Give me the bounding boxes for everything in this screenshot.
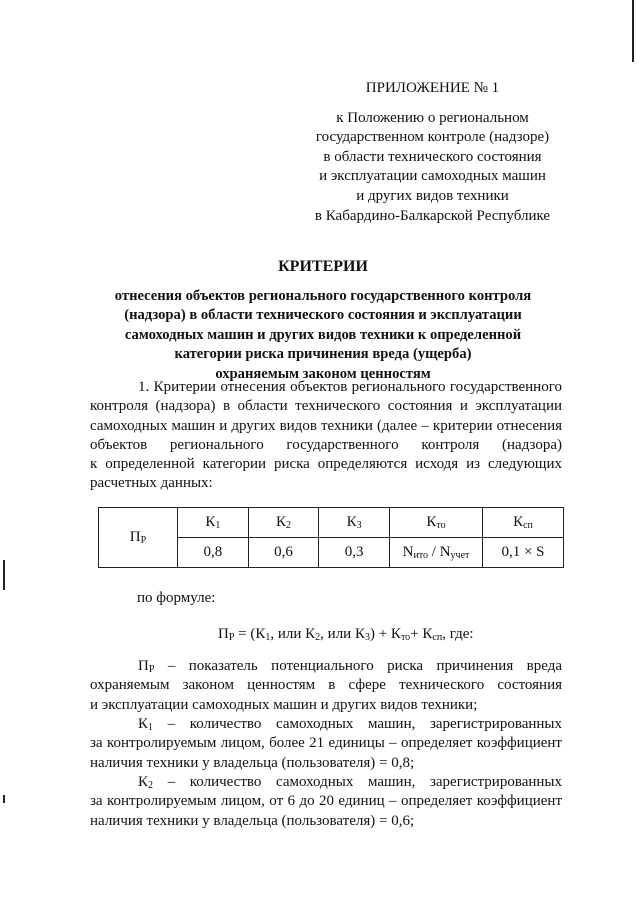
paragraph-line: к определенной категории риска определяются исходя из следующих (90, 456, 562, 473)
definition-line: $П_Р$ – показатель потенциального риска причинения вреда (138, 658, 562, 675)
scan-edge-mark-top-right (632, 0, 634, 62)
appendix-line: государственном контроле (надзоре) (315, 129, 550, 146)
paragraph-line: объектов регионального государственного контроля (надзора) (90, 436, 562, 453)
table-row (99, 508, 564, 538)
value-cell-k3: 0,3 (319, 538, 390, 568)
header-cell-k1: $К_1$ (178, 508, 249, 538)
appendix-heading: ПРИЛОЖЕНИЕ № 1 (365, 80, 500, 96)
appendix-line: и эксплуатации самоходных машин (319, 168, 546, 185)
title-line: отнесения объектов регионального государственного контроля (114, 287, 532, 304)
appendix-line: в Кабардино-Балкарской Республике (314, 207, 551, 224)
row-label-cell: $П_Р$ (99, 508, 178, 568)
definition-line: за контролируемым лицом, более 21 единицы – определяет коэффициент (90, 735, 562, 752)
definition-line: и эксплуатации самоходных машин и других видов техники; (90, 696, 478, 713)
formula-label: по формуле: (137, 590, 216, 606)
appendix-block (300, 79, 565, 226)
header-cell-kto: $К_{то}$ (390, 508, 483, 538)
definition-pr (90, 657, 562, 715)
value-cell-ksp: 0,1 × S (483, 538, 564, 568)
title-line: категории риска причинения вреда (ущерба) (174, 346, 472, 362)
definition-line: наличия техники у владельца (пользователя) = 0,8; (90, 754, 415, 771)
paragraph-line: 1. Критерии отнесения объектов регионального государственного (138, 379, 562, 395)
value-cell-k2: 0,6 (248, 538, 319, 568)
title-line: охраняемым законом ценностям (215, 365, 431, 382)
title-line: самоходных машин и других видов техники к определенной (124, 326, 522, 343)
document-title-block (88, 257, 558, 384)
paragraph-line: самоходных машин и других видов техники (далее – критерии отнесения (90, 417, 562, 434)
paragraph-1 (90, 378, 562, 494)
title-line: (надзора) в области технического состояния и эксплуатации (124, 307, 522, 323)
definition-line: наличия техники у владельца (пользователя) = 0,6; (90, 812, 415, 829)
value-cell-kto: $N_{ито} / N_{учет}$ (390, 538, 483, 568)
definition-line: за контролируемым лицом, от 6 до 20 единиц – определяет коэффициент (90, 793, 562, 810)
paragraph-line: расчетных данных: (90, 475, 213, 492)
definition-line: $К_2$ – количество самоходных машин, зарегистрированных (138, 774, 562, 791)
definition-line: $К_1$ – количество самоходных машин, зарегистрированных (138, 716, 562, 733)
paragraph-line: контроля (надзора) в области технического состояния и эксплуатации (90, 398, 562, 415)
document-title: КРИТЕРИИ (278, 258, 368, 275)
scan-edge-mark-left (3, 560, 5, 590)
risk-formula: $П_Р = (К_1$, или $К_2$, или $К_3) + К_{то}+ К_{сп}$, где: (218, 626, 474, 643)
header-cell-k2: $К_2$ (248, 508, 319, 538)
scan-edge-mark-left-small (3, 795, 5, 803)
appendix-line: к Положению о региональном (336, 109, 529, 126)
appendix-line: в области технического состояния (323, 148, 542, 165)
definition-k2 (90, 773, 562, 831)
header-cell-k3: $К_3$ (319, 508, 390, 538)
appendix-line: и других видов техники (356, 187, 509, 204)
definition-line: охраняемым законом ценностям в сфере технического состояния (90, 677, 562, 694)
value-cell-k1: 0,8 (178, 538, 249, 568)
definition-k1 (90, 715, 562, 773)
coefficient-table (98, 507, 564, 568)
header-cell-ksp: $К_{сп}$ (483, 508, 564, 538)
